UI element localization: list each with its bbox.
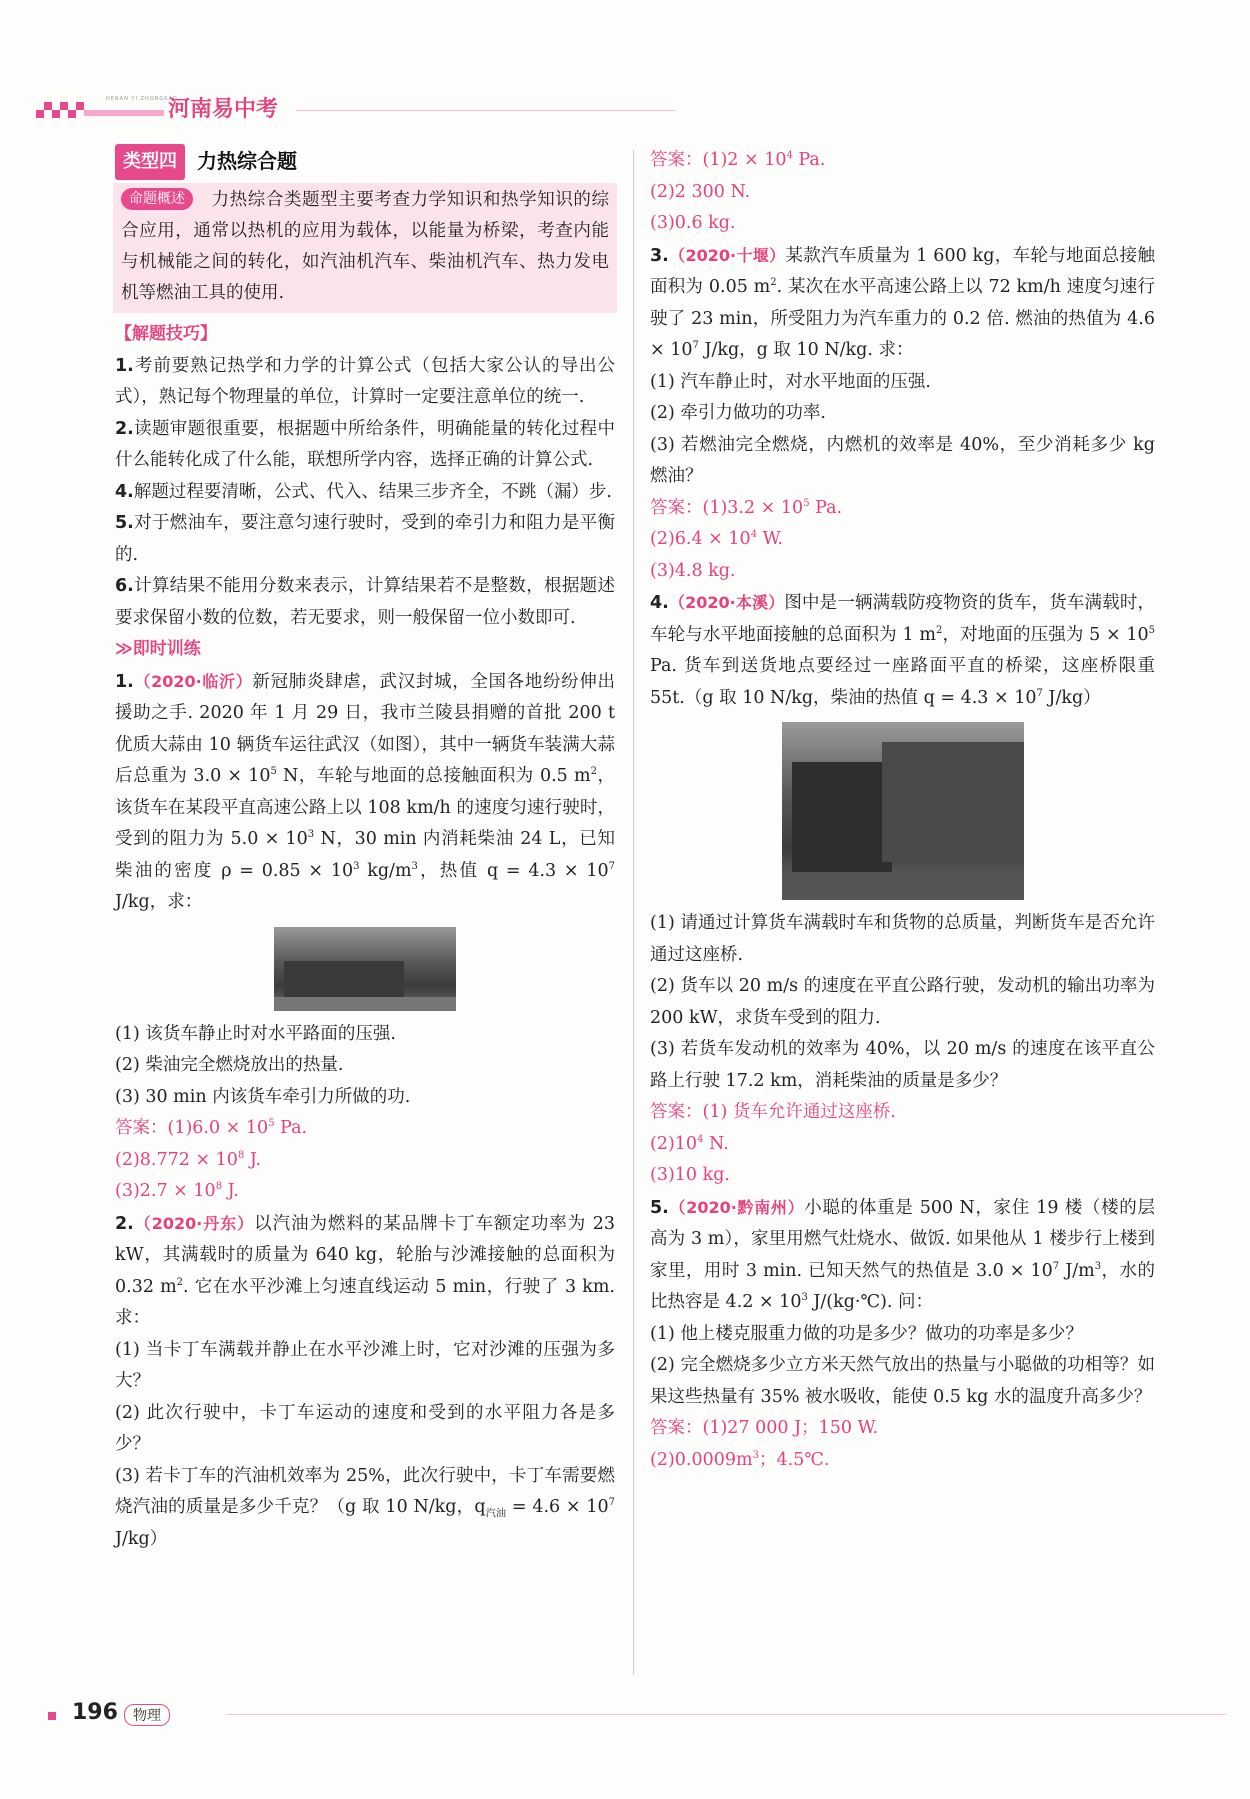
- q3-sub3: (3) 若燃油完全燃烧，内燃机的效率是 40%，至少消耗多少 kg 燃油？: [650, 434, 1155, 486]
- q3-sub2: (2) 牵引力做功的功率.: [650, 403, 826, 423]
- q3-answer-2: $(2)6.4 \times 10^4$ W.: [650, 529, 784, 549]
- q1-answer-3: $(3)2.7 \times 10^8$ J.: [115, 1181, 239, 1201]
- section-badge: 类型四: [115, 144, 185, 180]
- question-3: 3.（2020·十堰）某款汽车质量为 1 600 kg，车轮与地面总接触面积为 0.05 $m^2$. 某次在水平高速公路上以 72 km/h 速度匀速行驶了 23 min，所受阻力为汽车重力的 0.2 倍. 燃油的热值为 $4.6 \times 10^7$ J/kg，g 取 10 N/kg. 求：: [650, 245, 1156, 360]
- q2-answer-1: 答案：$(1)2 \times 10^4$ Pa.: [650, 150, 826, 170]
- header-decoration: [36, 102, 166, 118]
- q2-sub3: (3) 若卡丁车的汽油机效率为 25%，此次行驶中，卡丁车需要燃烧汽油的质量是多少千克？（g 取 10 N/kg，$q_{汽油} = 4.6 \times 10^7$ J/kg）: [115, 1465, 615, 1549]
- subject-badge: 物理: [124, 1704, 170, 1726]
- q5-answer-1: 答案：(1)27 000 J；150 W.: [650, 1418, 879, 1438]
- q4-answer-2: $(2)10^4$ N.: [650, 1133, 729, 1154]
- footer-square-icon: [48, 1712, 56, 1720]
- q2-answer-2: (2)2 300 N.: [650, 181, 751, 202]
- q3-sub1: (1) 汽车静止时，对水平地面的压强.: [650, 371, 931, 392]
- q5-answer-2: $(2)0.0009m^3$；4.5℃.: [650, 1449, 830, 1470]
- footer-line: [226, 1714, 1226, 1715]
- right-column: [650, 145, 1155, 1476]
- overview-label: 命题概述: [121, 188, 193, 210]
- header-line: [296, 110, 676, 111]
- drill-heading: ≫即时训练: [115, 639, 201, 659]
- brand-logo: 河南易中考: [168, 97, 279, 122]
- brand-small: HENAN YI ZHONGKAO: [106, 96, 178, 102]
- tip-item: 4.解题过程要清晰，公式、代入、结果三步齐全，不跳（漏）步.: [115, 481, 612, 502]
- q4-answer-1: 答案：(1) 货车允许通过这座桥.: [650, 1102, 896, 1122]
- q1-sub1: (1) 该货车静止时对水平路面的压强.: [115, 1023, 396, 1044]
- tips: [115, 319, 615, 634]
- q2-answer-3: (3)0.6 kg.: [650, 213, 736, 233]
- question-2: 2.（2020·丹东）以汽油为燃料的某品牌卡丁车额定功率为 23 kW，其满载时的质量为 640 kg，轮胎与沙滩接触的总面积为 0.32 $m^2$. 它在水平沙滩上匀速直线运动 5 min，行驶了 3 km. 求：: [115, 1213, 615, 1328]
- question-5: 5.（2020·黔南州）小聪的体重是 500 N，家住 19 楼（楼的层高为 3 m），家里用燃气灶烧水、做饭. 如果他从 1 楼步行上楼到家里，用时 3 min. 已知天然气的热值是 $3.0 \times 10^7$ $J/m^3$，水的比热容是 $4.2 \times 10^3$ J/(kg·℃). 问：: [650, 1197, 1155, 1312]
- tip-item: 2.读题审题很重要，根据题中所给条件，明确能量的转化过程中什么能转化成了什么能，联想所学内容，选择正确的计算公式.: [115, 418, 615, 470]
- tips-heading: 【解题技巧】: [115, 324, 217, 344]
- q3-answer-3: (3)4.8 kg.: [650, 560, 736, 581]
- q5-sub1: (1) 他上楼克服重力做的功是多少？做功的功率是多少？: [650, 1323, 1083, 1344]
- section-title: [115, 145, 615, 179]
- drill: [115, 634, 615, 1555]
- q1-answer-1: 答案：$(1)6.0 \times 10^5$ Pa.: [115, 1118, 308, 1138]
- q4-sub1: (1) 请通过计算货车满载时车和货物的总质量，判断货车是否允许通过这座桥.: [650, 913, 1155, 965]
- q5-sub2: (2) 完全燃烧多少立方米天然气放出的热量与小聪做的功相等？如果这些热量有 35% 被水吸收，能使 0.5 kg 水的温度升高多少？: [650, 1355, 1155, 1407]
- q4-sub2: (2) 货车以 20 m/s 的速度在平直公路行驶，发动机的输出功率为 200 kW，求货车受到的阻力.: [650, 976, 1155, 1028]
- drill-continued: [650, 240, 1155, 1477]
- left-column: [115, 145, 615, 1555]
- q1-sub2: (2) 柴油完全燃烧放出的热量.: [115, 1055, 344, 1075]
- column-divider: [633, 150, 634, 1675]
- q2-sub1: (1) 当卡丁车满载并静止在水平沙滩上时，它对沙滩的压强为多大？: [115, 1339, 615, 1391]
- page-number: 196: [72, 1700, 118, 1725]
- question-1: 1.（2020·临沂）新冠肺炎肆虐，武汉封城，全国各地纷纷伸出援助之手. 2020 年 1 月 29 日，我市兰陵县捐赠的首批 200 t 优质大蒜由 10 辆货车运往武汉（如图），其中一辆货车装满大蒜后总重为 $3.0 \times 10^5$ N，车轮与地面的总接触面积为 0.5 $m^2$，该货车在某段平直高速公路上以 108 km/h 的速度匀速行驶时，受到的阻力为 $5.0 \times 10^3$ N，30 min 内消耗柴油 24 L，已知柴油的密度 $\rho = 0.85 \times 10^3$ $kg/m^3$，热值 $q = 4.3 \times 10^7$ J/kg，求：: [115, 671, 616, 912]
- tip-item: 5.对于燃油车，要注意匀速行驶时，受到的牵引力和阻力是平衡的.: [115, 513, 615, 565]
- q1-answer-2: $(2)8.772 \times 10^8$ J.: [115, 1149, 262, 1170]
- overview-box: [113, 183, 617, 313]
- header: [36, 88, 636, 128]
- q3-answer-1: 答案：$(1)3.2 \times 10^5$ Pa.: [650, 497, 843, 518]
- overview-text: 力热综合类题型主要考查力学知识和热学知识的综合应用，通常以热机的应用为载体，以能量为桥梁，考查内能与机械能之间的转化，如汽油机汽车、柴油机汽车、热力发电机等燃油工具的使用.: [121, 190, 609, 303]
- question-4: 4.（2020·本溪）图中是一辆满载防疫物资的货车，货车满载时，车轮与水平地面接触的总面积为 1 $m^2$，对地面的压强为 $5 \times 10^5$ Pa. 货车到送货地点要经过一座路面平直的桥梁，这座桥限重 55t.（g 取 10 N/kg，柴油的热值 $q = 4.3 \times 10^7$ J/kg）: [650, 593, 1155, 708]
- section-name: 力热综合题: [197, 149, 297, 174]
- tip-item: 6.计算结果不能用分数来表示，计算结果若不是整数，根据题述要求保留小数的位数，若无要求，则一般保留一位小数即可.: [115, 576, 615, 628]
- footer: [36, 1700, 1216, 1730]
- q1-sub3: (3) 30 min 内该货车牵引力所做的功.: [115, 1086, 411, 1107]
- q4-sub3: (3) 若货车发动机的效率为 40%，以 20 m/s 的速度在该平直公路上行驶 17.2 km，消耗柴油的质量是多少？: [650, 1039, 1155, 1091]
- q4-answer-3: (3)10 kg.: [650, 1165, 730, 1185]
- tip-item: 1.考前要熟记热学和力学的计算公式（包括大家公认的导出公式），熟记每个物理量的单位，计算时一定要注意单位的统一.: [115, 355, 615, 407]
- q2-sub2: (2) 此次行驶中，卡丁车运动的速度和受到的水平阻力各是多少？: [115, 1402, 615, 1454]
- truck-photo-2: [782, 722, 1024, 900]
- truck-photo-1: [274, 927, 456, 1011]
